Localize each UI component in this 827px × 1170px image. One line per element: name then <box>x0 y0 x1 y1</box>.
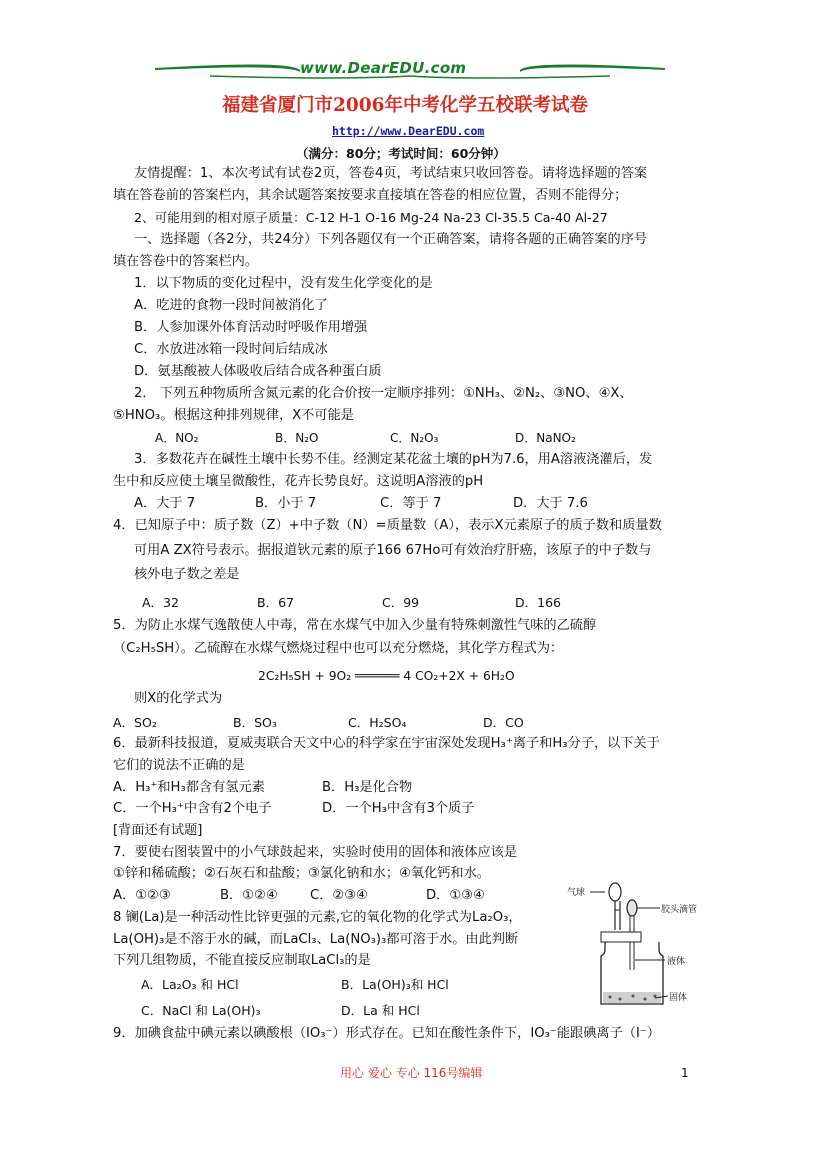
label-liquid: 液体 <box>667 957 686 967</box>
text-line: 友情提醒：1、本次考试有试卷2页，答卷4页，考试结束只收回答卷。请将选择题的答案 <box>134 166 648 181</box>
text-line: 填在答卷中的答案栏内。 <box>113 254 259 269</box>
label-solid: 固体 <box>669 993 688 1003</box>
option: C．②③④ <box>310 888 368 903</box>
text-line: 它们的说法不正确的是 <box>113 758 245 773</box>
text-line: La(OH)₃是不溶于水的碱，而LaCl₃、La(NO₃)₃都可溶于水。由此判断 <box>113 932 519 947</box>
option: B．人参加课外体育活动时呼吸作用增强 <box>134 320 368 335</box>
option: C．N₂O₃ <box>390 431 439 445</box>
option: D．La 和 HCl <box>341 1003 420 1018</box>
option: A．32 <box>142 595 179 610</box>
question-2: 2． 下列五种物质所含氮元素的化合价按一定顺序排列：①NH₃、②N₂、③NO、④X、 <box>134 386 633 401</box>
option: A．大于 7 <box>134 496 196 511</box>
question-3: 3．多数花卉在碱性土壤中长势不佳。经测定某花盆土壤的pH为7.6，用A溶液浇灌后，发 <box>134 452 653 467</box>
text-line: 2、可能用到的相对原子质量：C-12 H-1 O-16 Mg-24 Na-23 Cl-35.5 Ca-40 Al-27 <box>134 210 608 225</box>
page-title: 福建省厦门市2006年中考化学五校联考试卷 <box>222 95 588 116</box>
option: A．H₃⁺和H₃都含有氢元素 <box>113 780 265 795</box>
option: D．氨基酸被人体吸收后结合成各种蛋白质 <box>134 364 382 379</box>
option: D．166 <box>515 595 561 610</box>
option: A．①②③ <box>113 888 171 903</box>
option: D．一个H₃中含有3个质子 <box>322 801 475 816</box>
option: C．一个H₃⁺中含有2个电子 <box>113 801 272 816</box>
text-line: 一、选择题（各2分，共24分）下列各题仅有一个正确答案，请将各题的正确答案的序号 <box>134 232 648 247</box>
option: B．H₃是化合物 <box>322 780 413 795</box>
option: B．N₂O <box>275 431 319 445</box>
text-line: 下列几组物质，不能直接反应制取LaCl₃的是 <box>113 953 371 968</box>
question-9: 9．加碘食盐中碘元素以碘酸根（IO₃⁻）形式存在。已知在酸性条件下，IO₃⁻能跟碘离子（I⁻） <box>113 1026 661 1041</box>
text-line: ①锌和稀硫酸；②石灰石和盐酸；③氯化钠和水；④氧化钙和水。 <box>113 866 490 881</box>
option: C．NaCl 和 La(OH)₃ <box>141 1003 261 1018</box>
text-line: 则X的化学式为 <box>134 691 223 706</box>
text-line: 填在答卷前的答案栏内，其余试题答案按要求直接填在答卷的相应位置，否则不能得分； <box>113 188 628 203</box>
option: D．CO <box>483 715 524 730</box>
option: A．SO₂ <box>113 715 157 730</box>
option: A．NO₂ <box>155 431 199 445</box>
option: A．La₂O₃ 和 HCl <box>141 977 239 992</box>
option: B．La(OH)₃和 HCl <box>341 977 449 992</box>
option: B．SO₃ <box>233 715 277 730</box>
site-link[interactable]: http://www.DearEDU.com <box>332 124 485 138</box>
text-line: ⑤HNO₃。根据这种排列规律，X不可能是 <box>113 408 354 423</box>
option: D．①③④ <box>426 888 485 903</box>
label-balloon: 气球 <box>567 888 586 898</box>
option: C．等于 7 <box>380 496 442 511</box>
text-line: 生中和反应使土壤呈微酸性，花卉长势良好。这说明A溶液的pH <box>113 474 484 489</box>
option: D．大于 7.6 <box>513 496 588 511</box>
option: A．吃进的食物一段时间被消化了 <box>134 298 328 313</box>
flask-apparatus-icon <box>565 880 715 1010</box>
question-5: 5．为防止水煤气逸散使人中毒，常在水煤气中加入少量有特殊刺激性气味的乙硫醇 <box>113 618 597 633</box>
option: B．①②④ <box>220 888 278 903</box>
question-7: 7．要使右图装置中的小气球鼓起来，实验时使用的固体和液体应该是 <box>113 845 518 860</box>
header-logo <box>150 56 670 86</box>
page-number: 1 <box>681 1066 689 1080</box>
question-1: 1．以下物质的变化过程中，没有发生化学变化的是 <box>134 276 433 291</box>
logo-text: www.DearEDU.com <box>300 59 467 77</box>
text-line: 核外电子数之差是 <box>134 567 240 582</box>
question-8: 8 镧(La)是一种活动性比锌更强的元素,它的氧化物的化学式为La₂O₃， <box>113 910 522 925</box>
footer-text: 用心 爱心 专心 116号编辑 <box>340 1066 483 1080</box>
text-line: （C₂H₅SH）。乙硫醇在水煤气燃烧过程中也可以充分燃烧，其化学方程式为： <box>113 641 564 656</box>
option: D．NaNO₂ <box>515 431 576 445</box>
back-note: [背面还有试题] <box>113 823 203 838</box>
option: B．小于 7 <box>255 496 317 511</box>
option: C．99 <box>382 595 420 610</box>
option: C．水放进冰箱一段时间后结成冰 <box>134 342 328 357</box>
question-4: 4．已知原子中：质子数（Z）+中子数（N）=质量数（A），表示X元素原子的质子数和质量数 <box>113 518 662 533</box>
question-6: 6．最新科技报道，夏威夷联合天文中心的科学家在宇宙深处发现H₃⁺离子和H₃分子，以下关于 <box>113 736 660 751</box>
option: C．H₂SO₄ <box>348 715 407 730</box>
equation: 2C₂H₅SH + 9O₂ ══════ 4 CO₂+2X + 6H₂O <box>258 669 515 683</box>
option: B．67 <box>257 595 294 610</box>
score-time: （满分：80分；考试时间：60分钟） <box>296 146 506 161</box>
text-line: 可用A ZX符号表示。据报道钬元素的原子166 67Ho可有效治疗肝癌，该原子的中子数与 <box>134 543 652 558</box>
label-dropper: 胶头滴管 <box>661 905 698 915</box>
apparatus-figure <box>565 880 715 1010</box>
